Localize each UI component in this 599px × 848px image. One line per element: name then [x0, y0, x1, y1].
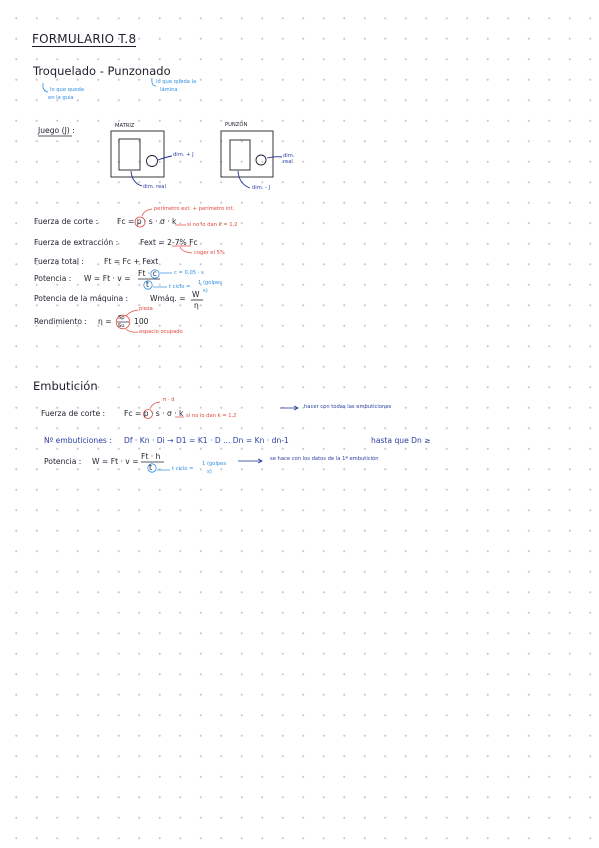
rendimiento-label: Rendimiento : [34, 317, 87, 326]
potencia-formula: W = Ft · v = [84, 274, 131, 283]
emb-potencia-note-tciclo: t ciclo = [172, 466, 194, 472]
rendimiento-formula: η = [98, 317, 112, 326]
emb-corte-formula: Fc = p · s · σ · k [124, 409, 184, 418]
note-queda-lamina-1: lo que queda la [156, 79, 197, 85]
section-heading-embuticion: Embutición [33, 379, 98, 393]
emb-potencia-note-datos: se hace con los datos de la 1ª embutición [270, 456, 379, 462]
matriz-diagram [111, 131, 172, 186]
note-queda-guia-2: en la guía [48, 95, 74, 101]
extraccion-formula: Fext = 2-7% Fc [140, 238, 198, 247]
total-label: Fuerza total : [34, 257, 84, 266]
emb-num-label: Nº embuticiones : [44, 436, 112, 445]
potencia-note-tciclo: t ciclo = [169, 284, 191, 290]
maquina-numerator: W [192, 290, 200, 299]
potencia-label: Potencia : [34, 274, 72, 283]
potencia-note-s: s) [203, 288, 208, 294]
emb-corte-label: Fuerza de corte : [41, 409, 106, 418]
maquina-formula: Wmáq. = [150, 294, 186, 303]
rendimiento-numerator: Sp [118, 315, 125, 321]
matriz-dim-plus: dim. + J [173, 152, 194, 158]
extraccion-note: coger el 5% [194, 250, 225, 256]
section-heading-troquelado: Troquelado - Punzonado [33, 64, 171, 78]
corte-formula: Fc = p · s · σ · k [117, 217, 177, 226]
potencia-note-golpes: 1 (golpes [198, 280, 223, 286]
total-formula: Ft = Fc + Fext [104, 257, 159, 266]
emb-corte-note-k: si no lo dan k = 1,2 [186, 413, 237, 419]
emb-num-hasta: hasta que Dn ≥ [371, 436, 431, 445]
emb-num-formula: Df · Kn · Di → D1 = K1 · D ... Dn = Kn · dn-1 [124, 436, 289, 445]
rendimiento-note-pieza: pieza [139, 306, 153, 312]
corte-note-k: si no lo dan k = 1,2 [187, 222, 238, 228]
rendimiento-denominator: Su [118, 323, 125, 329]
emb-potencia-denominator: t [149, 463, 152, 472]
potencia-denominator: t [146, 280, 149, 289]
page-title: FORMULARIO T.8 [32, 32, 137, 46]
maquina-denominator: η [194, 301, 199, 310]
punzon-dim-real-1: dim. [283, 153, 295, 159]
punzon-dim-minus: dim. - J [252, 185, 271, 191]
emb-potencia-label: Potencia : [44, 457, 82, 466]
matriz-dim-real: dim. real [143, 184, 166, 190]
punzon-diagram [221, 131, 282, 188]
potencia-numerator: Ft · c [138, 269, 157, 278]
emb-potencia-note-golpes: 1 (golpes [202, 461, 227, 467]
note-queda-lamina-2: lámina [160, 87, 178, 93]
rendimiento-note-espacio: espacio ocupado [139, 329, 183, 335]
punzon-dim-real-2: real [283, 159, 293, 165]
emb-potencia-numerator: Ft · h [141, 452, 161, 461]
corte-note-perimetro: perímetro ext. + perímetro int. [154, 206, 235, 212]
emb-corte-note-pid: π · d [163, 397, 175, 403]
punzon-label: PUNZÓN [225, 122, 248, 128]
emb-potencia-note-s: s) [207, 469, 212, 475]
juego-label: Juego (J) : [38, 126, 75, 135]
note-queda-guia-1: lo que queda [50, 87, 84, 93]
potencia-note-c: c = 0,05 · s [174, 270, 204, 276]
matriz-label: MATRIZ [115, 123, 135, 129]
emb-potencia-formula: W = Ft · v = [92, 457, 139, 466]
extraccion-label: Fuerza de extracción : [34, 238, 119, 247]
corte-label: Fuerza de corte : [34, 217, 99, 226]
maquina-label: Potencia de la máquina : [34, 294, 129, 303]
emb-corte-note-todas: hacer con todas las embuticiones [304, 404, 392, 410]
rendimiento-factor: 100 [134, 317, 149, 326]
